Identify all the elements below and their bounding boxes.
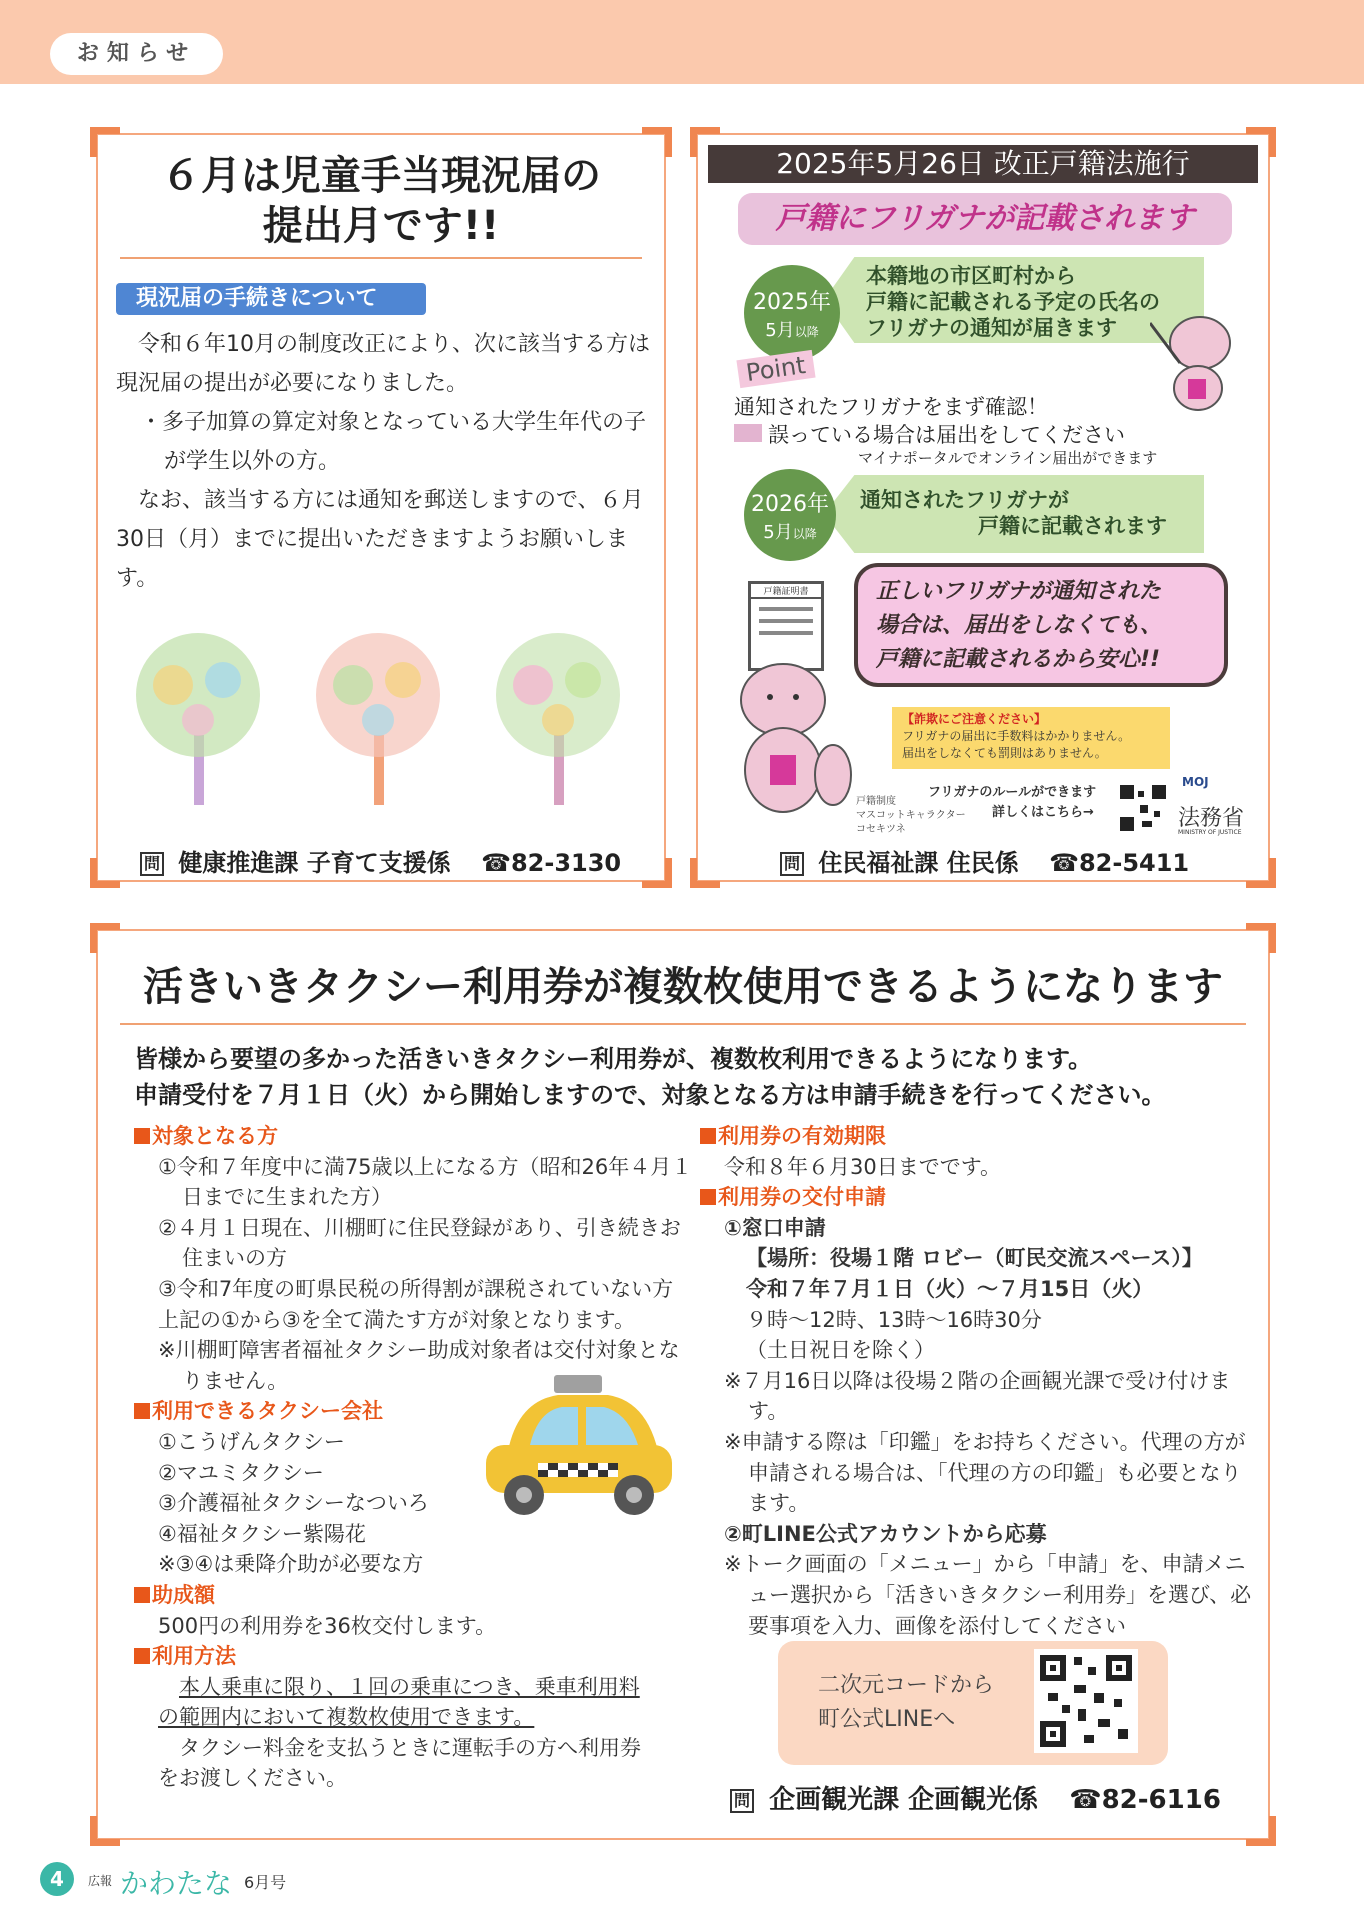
procedure-tag: 現況届の手続きについて [116,283,426,315]
inquiry-icon: 問 [730,1789,754,1813]
section-heading: 利用券の有効期限 [700,1121,1260,1152]
furigana-rule-link[interactable]: フリガナのルールができます 詳しくはこちら→ [928,785,1097,820]
fraud-warning: 【詐欺にご注意ください】 フリガナの届出に手数料はかかりません。 届出をしなくても罰則はありません。 [892,707,1170,769]
taxi-notice [96,929,1270,1840]
child-allowance-body [116,325,656,598]
mascot-caption: 戸籍制度 マスコットキャラクター コセキツネ [856,796,966,835]
contact-dept: 住民福祉課 住民係 [818,849,1019,877]
section-heading: 利用方法 [134,1641,694,1672]
moj-english: MINISTRY OF JUSTICE [1178,829,1242,836]
fox-pointer-icon [1150,303,1250,413]
inquiry-icon: 問 [780,852,804,876]
taxi-left-column: 対象となる方 ①令和７年度中に満75歳以上になる方（昭和26年４月１日までに生まれた方） ②４月１日現在、川棚町に住民登録があり、引き続きお住まいの方 ③令和7年度の町県民税の所得割が課税されていない方 上記の①から③を全て満たす方が対象となります。 ※川棚町障害者福祉タクシー助成対象者は交付対象となりません。 利用できるタクシー会社 ①こうげんタクシー ②マユミタクシー ③介護福祉タクシーなついろ ④福祉タクシー紫陽花 ※③④は乗降介助が必要な方 助成額 500円の利用券を36枚交付します。 利用方法 本人乗車に限り、１回の乗車につき、乗車利用料の範囲内において複数枚使用できます。 タクシー料金を支払うときに運転手の方へ利用券をお渡しください。 [134,1121,694,1794]
moj-name: 法務省 [1178,806,1245,831]
title-divider [120,1023,1246,1025]
taxi-right-column: 利用券の有効期限 令和８年６月30日までです。 利用券の交付申請 ①窓口申請 【場所：役場１階 ロビー（町民交流スペース）】 令和７年７月１日（火）～７月15日（火） ９時～12時、13時～16時30分 （土日祝日を除く） ※７月16日以降は役場２階の企画観光課で受け付けます。 ※申請する際は「印鑑」をお持ちください。代理の方が申請される場合は、「代理の方の印鑑」も必要となります。 ②町LINE公式アカウントから応募 ※トーク画面の「メニュー」から「申請」を、申請メニュー選択から「活きいきタクシー利用券」を選び、必要事項を入力、画像を添付してください [700,1121,1260,1641]
section-label: お知らせ [50,33,223,75]
body-bullet: ・多子加算の算定対象となっている大学生年代の子が学生以外の方。 [140,410,647,474]
section-heading: 対象となる方 [134,1121,694,1152]
taxi-title: 活きいきタクシー利用券が複数枚使用できるようになります [143,964,1223,1010]
body-paragraph: なお、該当する方には通知を郵送しますので、６月30日（月）までに提出いただきますようお願いします。 [116,488,644,591]
point-line3: マイナポータルでオンライン届出ができます [858,449,1158,467]
taxi-illustration [478,1371,678,1521]
body-paragraph: 令和６年10月の制度改正により、次に該当する方は現況届の提出が必要になりました。 [116,332,650,396]
publication-name: かわたな [120,1867,233,1900]
footer-prefix: 広報 [88,1874,113,1888]
contact-dept: 健康推進課 子育て支援係 [178,849,451,877]
step2-text: 通知されたフリガナが 戸籍に記載されます [860,488,1167,538]
point-label: Point [736,350,815,388]
koseki-notice [696,133,1270,882]
contact-info [140,843,621,878]
qr-code-icon[interactable] [1118,783,1168,833]
inquiry-icon: 問 [140,852,164,876]
trees-illustration [118,625,648,805]
contact-tel: ☎82-3130 [481,849,622,877]
step2-badge: 2026年 5月以降 [744,469,836,561]
arrow-icon [734,424,762,442]
reassurance-bubble: 正しいフリガナが通知された 場合は、届出をしなくても、 戸籍に記載されるから安心!! [854,563,1228,687]
contact-dept: 企画観光課 企画観光係 [769,1785,1039,1815]
section-heading: 利用券の交付申請 [700,1182,1260,1213]
fox-mascot-icon [718,655,858,815]
section-heading: 利用できるタクシー会社 [134,1396,694,1427]
title-divider [120,257,642,259]
moj-logo: MOJ [1182,775,1209,789]
contact-info [730,1779,1221,1816]
step1-badge: 2025年 5月以降 [744,265,840,361]
line-qr-code-icon[interactable] [1034,1649,1138,1753]
section-heading: 助成額 [134,1580,694,1611]
page-number: 4 [40,1862,74,1896]
koseki-banner: 戸籍にフリガナが記載されます [738,193,1232,245]
issue-label: 6月号 [244,1873,287,1892]
certificate-icon: 戸籍証明書 [748,581,824,671]
point-line2: 誤っている場合は届出をしてください [734,419,1125,449]
taxi-lead: 皆様から要望の多かった活きいきタクシー利用券が、複数枚利用できるようになります。 申請受付を７月１日（火）から開始しますので、対象となる方は申請手続きを行ってください。 [134,1045,1166,1109]
contact-info [780,843,1189,878]
contact-tel: ☎82-5411 [1049,849,1190,877]
contact-tel: ☎82-6116 [1069,1785,1221,1815]
top-bar [0,0,1364,84]
step1-text: 本籍地の市区町村から 戸籍に記載される予定の氏名の フリガナの通知が届きます [866,264,1160,340]
koseki-header: 2025年5月26日 改正戸籍法施行 [708,145,1258,183]
line-qr-box: 二次元コードから 町公式LINEへ [778,1641,1168,1765]
child-allowance-notice [96,133,666,882]
point-line1: 通知されたフリガナをまず確認！ [734,395,1048,419]
child-allowance-title: ６月は児童手当現況届の 提出月です!! [161,153,601,249]
